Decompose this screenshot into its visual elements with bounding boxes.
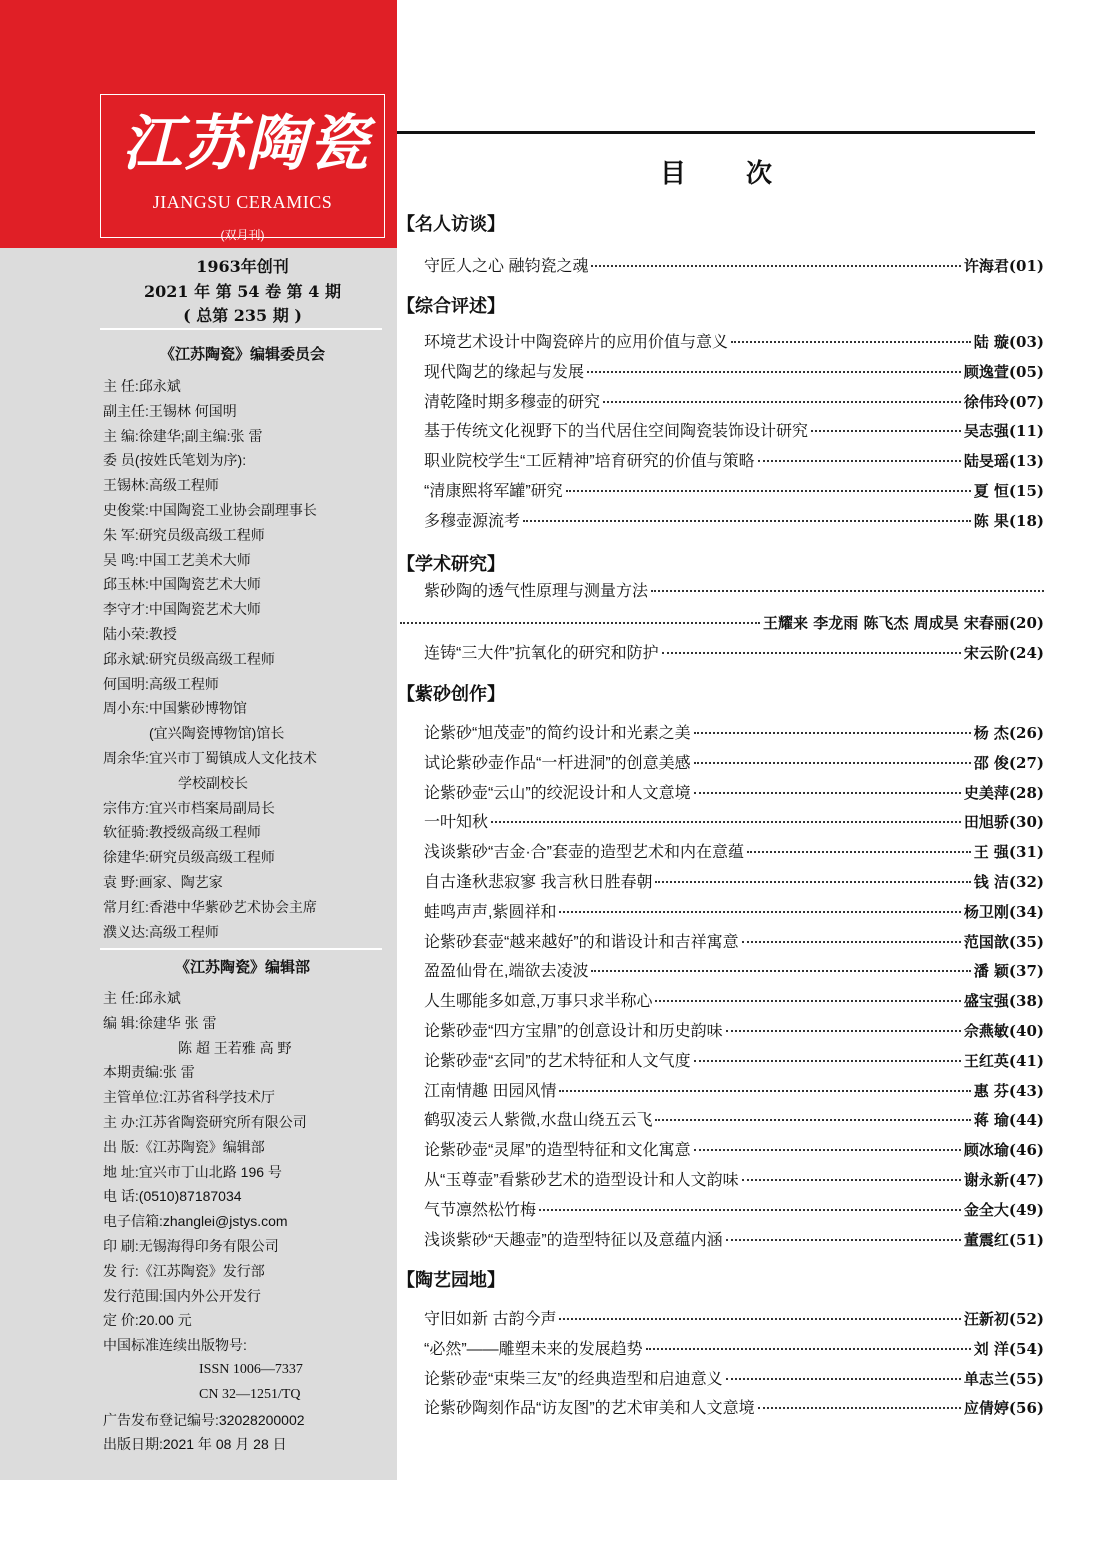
toc-entry-author: 徐伟玲 [963,392,1009,411]
committee-line: 常月红:香港中华紫砂艺术协会主席 [103,898,317,915]
toc-entry[interactable] [424,639,1044,667]
toc-entry-title: 浅谈紫砂“天趣壶”的造型特征以及意蕴内涵 [424,1231,723,1249]
toc-entry[interactable] [424,838,1044,866]
toc-entry-page: (20) [1008,614,1044,633]
committee-line: 何国明:高级工程师 [103,675,219,692]
dot-leader [591,970,970,972]
toc-section-heading: 【紫砂创作】 [397,684,505,704]
committee-line: 史俊棠:中国陶瓷工业协会副理事长 [103,501,317,518]
editorial-line: 发行范围:国内外公开发行 [103,1287,261,1304]
toc-entry-page: (52) [1008,1310,1044,1328]
editorial-line: 印 刷:无锡海得印务有限公司 [103,1237,279,1254]
toc-entry-author: 陆旻瑶 [963,452,1009,471]
toc-entry-page: (38) [1008,992,1044,1011]
toc-entry-title: 守匠人之心 融钧瓷之魂 [424,258,589,275]
committee-line: 陆小荣:教授 [103,625,177,642]
toc-entry-page: (51) [1008,1230,1044,1249]
toc-section-heading: 【名人访谈】 [397,214,505,234]
committee-line: 副主任:王锡林 何国明 [103,402,237,419]
toc-section-heading: 【学术研究】 [397,554,505,574]
toc-entry[interactable] [424,417,1044,445]
toc-entry-page: (18) [1008,511,1044,530]
toc-entry-title: 一叶知秋 [424,814,489,832]
toc-entry-author: 蒋 瑜 [973,1111,1009,1130]
toc-entry-author: 陆 璇 [973,333,1009,351]
divider [100,948,382,950]
toc-entry-page: (05) [1008,362,1044,381]
toc-entry-page: (37) [1008,962,1044,981]
toc-entry-page: (28) [1008,783,1044,802]
toc-entry-page: (34) [1008,902,1044,921]
toc-entry-author: 吴志强 [963,422,1009,441]
toc-entry[interactable] [424,578,1044,606]
dot-leader [523,520,971,522]
committee-line: 邱永斌:研究员级高级工程师 [103,650,275,667]
toc-entry-author: 顾逸萱 [963,362,1009,381]
dot-leader [655,1000,960,1002]
editorial-list [103,986,393,1457]
toc-entry[interactable] [424,507,1044,535]
dot-leader [559,911,960,913]
toc-entry-page: (26) [1008,724,1044,742]
toc-entry-page: (55) [1008,1369,1044,1388]
toc-entry-title: “必然”——雕塑未来的发展趋势 [424,1340,643,1358]
publication-frequency: (双月刊) [220,228,265,242]
dot-leader [694,792,961,794]
toc-entry[interactable] [424,898,1044,926]
toc-entry-page: (46) [1008,1141,1044,1160]
toc-entry[interactable] [424,388,1044,416]
toc-entry-author: 王耀来 李龙雨 陈飞杰 周成昊 宋春丽 [763,614,1009,633]
editorial-line: 中国标准连续出版物号: [103,1337,247,1354]
dot-leader [587,371,961,373]
editorial-line: 主 任:邱永斌 [103,990,181,1006]
dot-leader [694,762,971,764]
toc-entry-title: “清康熙将军罐”研究 [424,483,563,500]
committee-line: (宜兴陶瓷博物馆)馆长 [149,725,285,742]
toc-entry-page: (13) [1008,452,1044,471]
toc-entry-author: 钱 洁 [973,873,1009,891]
committee-line: 主 任:邱永斌 [103,378,181,394]
toc-entry-page: (35) [1008,932,1044,951]
toc-entry-title: 气节凛然松竹梅 [424,1201,537,1219]
toc-entry-author: 谢永新 [963,1171,1009,1189]
toc-entry-page: (01) [1008,257,1044,275]
editorial-line: CN 32—1251/TQ [199,1386,301,1402]
journal-logo-en: JIANGSU CERAMICS [152,192,333,212]
top-rule [397,131,1035,134]
toc-entry-title: 论紫砂“旭茂壶”的简约设计和光素之美 [424,725,691,742]
toc-entry-author: 陈 果 [973,511,1009,530]
committee-line: 宗伟方:宜兴市档案局副局长 [103,799,275,816]
toc-entry-author: 宋云阶 [963,644,1009,663]
toc-entry-title: 论紫砂壶“灵犀”的造型特征和文化寓意 [424,1142,691,1160]
committee-line: 李守才:中国陶瓷艺术大师 [103,601,261,618]
dot-leader [758,460,961,462]
toc-section-heading: 【综合评述】 [397,296,505,316]
toc-entry-title: 鹤驭凌云人紫微,水盘山绕五云飞 [424,1112,653,1130]
toc-entry-author: 单志兰 [963,1369,1009,1388]
dot-leader [591,265,960,267]
committee-list [103,374,393,944]
masthead-panel [0,0,397,1480]
toc-entry-title: 基于传统文化视野下的当代居住空间陶瓷装饰设计研究 [424,423,809,441]
toc-entry-title: 盈盈仙骨在,端欲去凌波 [424,963,589,981]
committee-line: 邱玉林:中国陶瓷艺术大师 [103,576,261,593]
toc-entry-author: 潘 颖 [973,962,1009,981]
committee-line: 王锡林:高级工程师 [103,477,219,494]
toc-entry-author: 惠 芬 [973,1081,1009,1100]
editorial-line: 电 话:(0510)87187034 [103,1188,242,1205]
toc-entry-page: (32) [1008,873,1044,891]
committee-line: 委 员(按姓氏笔划为序): [103,452,247,469]
toc-entry[interactable] [424,957,1044,985]
toc-entry-page: (41) [1008,1051,1044,1070]
toc-entry-author: 盛宝强 [963,992,1009,1011]
dot-leader [742,941,961,943]
toc-entry-page: (54) [1008,1339,1044,1358]
dot-leader [731,341,971,343]
committee-title: 《江苏陶瓷》编辑委员会 [159,345,325,363]
toc-entry-continuation[interactable] [397,609,1044,637]
toc-entry[interactable] [424,1226,1044,1254]
editorial-line: 发 行:《江苏陶瓷》发行部 [103,1262,265,1279]
committee-line: 周小东:中国紫砂博物馆 [103,700,247,717]
committee-line: 学校副校长 [178,774,248,791]
issue-number: 2021 年 第 54 卷 第 4 期 [144,282,341,301]
toc-entry-author: 田旭骄 [963,813,1009,832]
founded-year: 1963年创刊 [196,257,289,276]
toc-entry-title: 自古逢秋悲寂寥 我言秋日胜春朝 [424,874,653,891]
toc-entry-title: 江南情趣 田园风情 [424,1082,557,1100]
toc-entry[interactable] [424,1136,1044,1164]
dot-leader [726,1030,961,1032]
toc-entry[interactable] [424,719,1044,747]
toc-entry[interactable] [424,1196,1044,1224]
toc-entry-title: 论紫砂壶“束柴三友”的经典造型和启迪意义 [424,1370,723,1388]
dot-leader [539,1209,961,1211]
toc-entry-page: (30) [1008,813,1044,832]
dot-leader [491,821,961,823]
toc-entry-title: 紫砂陶的透气性原理与测量方法 [424,583,649,600]
editorial-line: 出 版:《江苏陶瓷》编辑部 [103,1138,265,1155]
committee-line: 袁 野:画家、陶艺家 [103,873,223,890]
dot-leader [559,1318,960,1320]
toc-entry-author: 顾冰瑜 [963,1141,1009,1160]
toc-entry-title: 守旧如新 古韵今声 [424,1311,557,1328]
toc-entry[interactable] [424,358,1044,386]
toc-entry-page: (27) [1008,753,1044,772]
dot-leader [655,1119,970,1121]
toc-entry-author: 佘燕敏 [963,1022,1009,1040]
toc-entry[interactable] [424,1305,1044,1333]
toc-entry[interactable] [424,252,1044,280]
dot-leader [655,881,970,883]
editorial-line: 定 价:20.00 元 [103,1312,192,1329]
toc-entry[interactable] [424,447,1044,475]
toc-entry[interactable] [424,477,1044,505]
toc-entry[interactable] [424,868,1044,896]
dot-leader [747,851,971,853]
toc-entry-author: 汪新初 [963,1310,1009,1328]
toc-entry-title: 连铸“三大件”抗氧化的研究和防护 [424,645,659,663]
toc-entry-author: 夏 恒 [973,482,1009,500]
toc-entry-page: (56) [1008,1399,1044,1418]
toc-entry-author: 杨卫刚 [963,902,1009,921]
toc-entry[interactable] [424,1017,1044,1045]
toc-entry-page: (44) [1008,1111,1044,1130]
toc-entry-author: 杨 杰 [973,724,1009,742]
dot-leader [758,1407,961,1409]
toc-entry-title: 清乾隆时期多穆壶的研究 [424,393,601,411]
toc-entry-author: 王 强 [973,843,1009,862]
toc-entry-page: (31) [1008,843,1044,862]
toc-entry-page: (03) [1008,333,1044,351]
dot-leader [694,732,971,734]
toc-entry-title: 职业院校学生“工匠精神”培育研究的价值与策略 [424,453,755,471]
toc-entry-page: (11) [1008,422,1044,441]
toc-entry-title: 从“玉尊壶”看紫砂艺术的造型设计和人文韵味 [424,1172,739,1189]
editorial-line: 地 址:宜兴市丁山北路 196 号 [103,1163,282,1180]
toc-title: 目次 [659,158,832,188]
toc-section-heading: 【陶艺园地】 [397,1270,505,1290]
committee-line: 吴 鸣:中国工艺美术大师 [103,551,251,568]
toc-entry[interactable] [424,808,1044,836]
editorial-line: 出版日期:2021 年 08 月 28 日 [103,1436,287,1453]
toc-entry-author: 金全大 [963,1200,1009,1219]
toc-entry-title: 蛙鸣声声,紫圆祥和 [424,903,557,921]
toc-entry-page: (40) [1008,1022,1044,1040]
committee-line: 徐建华:研究员级高级工程师 [103,849,275,866]
toc-entry-page: (24) [1008,644,1044,663]
editorial-line: ISSN 1006—7337 [199,1361,303,1377]
dot-leader [400,622,760,624]
dot-leader [726,1239,961,1241]
toc-entry-author: 董震红 [963,1230,1009,1249]
toc-entry-author: 许海君 [963,257,1009,275]
toc-entry[interactable] [424,328,1044,356]
editorial-line: 主 办:江苏省陶瓷研究所有限公司 [103,1113,307,1130]
toc-entry-author: 王红英 [963,1051,1009,1070]
editorial-line: 电子信箱:zhanglei@jstys.com [103,1213,288,1230]
toc-entry-title: 现代陶艺的缘起与发展 [424,363,585,381]
dot-leader [662,652,961,654]
dot-leader [811,430,961,432]
dot-leader [603,401,961,403]
dot-leader [726,1378,961,1380]
editorial-line: 本期责编:张 雷 [103,1064,195,1081]
toc-entry-page: (49) [1008,1200,1044,1219]
toc-entry-title: 人生哪能多如意,万事只求半称心 [424,993,653,1011]
toc-entry-title: 环境艺术设计中陶瓷碎片的应用价值与意义 [424,334,729,351]
editorial-title: 《江苏陶瓷》编辑部 [174,958,310,976]
divider [100,328,382,330]
toc-entry[interactable] [424,1394,1044,1422]
toc-entry[interactable] [424,1077,1044,1105]
toc-entry[interactable] [424,749,1044,777]
toc-entry-author: 刘 洋 [973,1339,1009,1358]
committee-line: 周余华:宜兴市丁蜀镇成人文化技术 [103,749,317,766]
editorial-line: 陈 超 王若雅 高 野 [178,1039,292,1056]
editorial-line: 编 辑:徐建华 张 雷 [103,1014,217,1031]
toc-entry[interactable] [424,1166,1044,1194]
toc-entry-author: 邵 俊 [973,753,1009,772]
editorial-line: 广告发布登记编号:32028200002 [103,1411,305,1428]
total-issue: ( 总第 235 期 ) [183,306,302,325]
dot-leader [742,1179,961,1181]
toc-entry-title: 浅谈紫砂“吉金·合”套壶的造型艺术和内在意蕴 [424,844,744,862]
toc-entry[interactable] [424,928,1044,956]
toc-entry-title: 论紫砂壶“四方宝鼎”的创意设计和历史韵味 [424,1023,723,1040]
dot-leader [694,1149,961,1151]
dot-leader [651,590,1044,592]
toc-entry[interactable] [424,1047,1044,1075]
toc-entry-page: (07) [1008,392,1044,411]
toc-entry-author: 史美萍 [963,783,1009,802]
toc-entry-title: 试论紫砂壶作品“一杆进洞”的创意美感 [424,754,691,772]
dot-leader [559,1090,970,1092]
toc-entry-author: 应倩婷 [963,1399,1009,1418]
toc-entry-title: 论紫砂壶“云山”的绞泥设计和人文意境 [424,784,691,802]
toc-entry-title: 论紫砂套壶“越来越好”的和谐设计和吉祥寓意 [424,933,739,951]
toc-entry-title: 多穆壶源流考 [424,512,521,530]
journal-logo-cn: 江苏陶瓷 [122,109,370,179]
toc-entry-title: 论紫砂壶“玄同”的艺术特征和人文气度 [424,1052,691,1070]
toc-entry-author: 范国歆 [963,932,1009,951]
dot-leader [566,490,971,492]
toc-entry-page: (15) [1008,482,1044,500]
toc-entry-page: (43) [1008,1081,1044,1100]
dot-leader [646,1348,971,1350]
editorial-line: 主管单位:江苏省科学技术厅 [103,1089,275,1106]
toc-entry-title: 论紫砂陶刻作品“访友图”的艺术审美和人文意境 [424,1400,755,1418]
toc-entry[interactable] [424,1335,1044,1363]
toc-entry[interactable] [424,1365,1044,1393]
toc-entry[interactable] [424,1106,1044,1134]
committee-line: 主 编:徐建华;副主编:张 雷 [103,427,263,444]
dot-leader [694,1060,961,1062]
committee-line: 朱 军:研究员级高级工程师 [103,526,265,543]
committee-line: 软征骑:教授级高级工程师 [103,824,261,841]
committee-line: 濮义达:高级工程师 [103,923,219,940]
toc-entry[interactable] [424,779,1044,807]
toc-entry-page: (47) [1008,1171,1044,1189]
toc-entry[interactable] [424,987,1044,1015]
